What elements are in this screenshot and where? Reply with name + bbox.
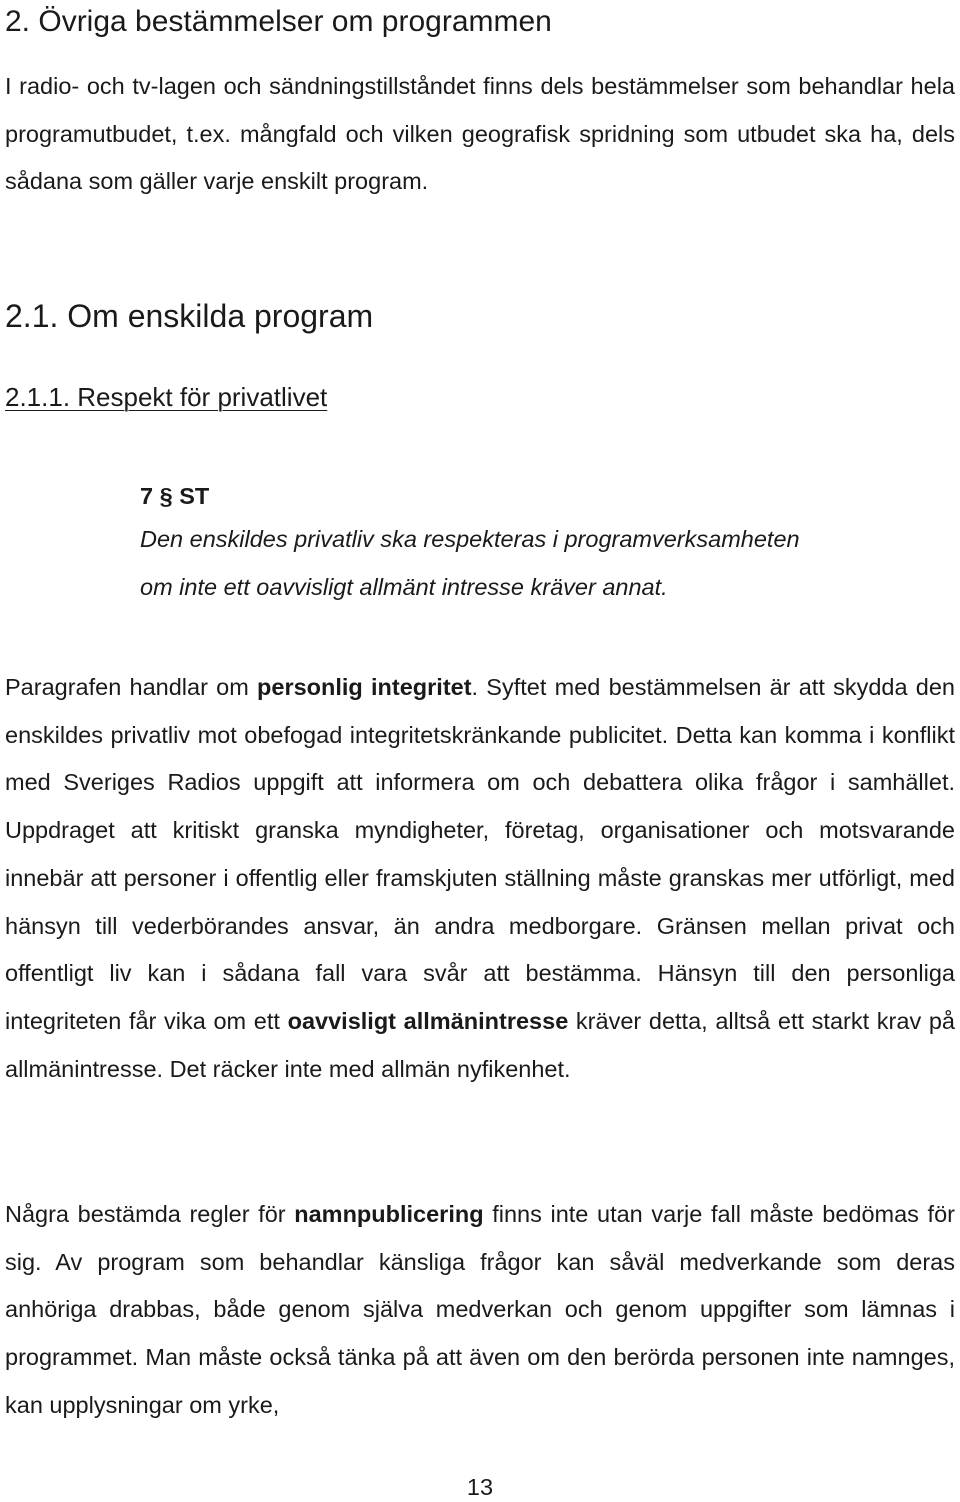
subsection-heading-text: 2.1.1. Respekt för privatlivet [5, 382, 328, 412]
paragraph-text: finns inte utan varje fall måste bedömas för sig. Av program som behandlar känsliga frågor kan såväl medverkande som deras anhöriga drabbas, både genom själva medverkan och genom uppgifter som lämnas i programmet. Man måste också tänka på att även om den berörda personen inte namnges, kan upplysningar om yrke, [5, 1201, 955, 1418]
section-heading: 2.1. Om enskilda program [5, 298, 374, 334]
paragraph-text: Paragrafen handlar om [5, 674, 258, 700]
paragraph-integrity [5, 664, 955, 1093]
law-reference [140, 476, 940, 516]
emphasis-term: namnpublicering [294, 1201, 484, 1227]
law-chapter: ST [179, 483, 210, 509]
emphasis-term: personlig integritet [257, 674, 472, 700]
law-text-line-1: Den enskildes privatliv ska respekteras i programverksamheten [140, 526, 800, 552]
law-text-line-2: om inte ett oavvisligt allmänt intresse kräver annat. [140, 573, 668, 600]
paragraph-text: . Syftet med bestämmelsen är att skydda den enskildes privatliv mot obefogad integritetskränkande publicitet. Detta kan komma i konflikt med Sveriges Radios uppgift att informera om och debattera olika frågor i samhället. Uppdraget att kritiskt granska myndigheter, företag, organisationer och motsvarande innebär att personer i offentlig eller framskjuten ställning måste granskas mer utförligt, med hänsyn till vederbörandes ansvar, än andra medborgare. Gränsen mellan privat och offentligt liv kan i sådana fall vara svår att bestämma. Hänsyn till den personliga integriteten får vika om ett [5, 674, 955, 1034]
paragraph-text: Några bestämda regler för [5, 1201, 295, 1227]
subsection-heading [5, 380, 327, 414]
law-quote [140, 476, 940, 611]
law-number: 7 [140, 483, 154, 509]
page-number: 13 [466, 1474, 494, 1500]
paragraph-text: kräver detta, alltså ett starkt krav på allmänintresse. Det räcker inte med allmän nyfikenhet. [5, 1007, 956, 1082]
intro-paragraph: I radio- och tv-lagen och sändningstillståndet finns dels bestämmelser som behandlar hela programutbudet, t.ex. mångfald och vilken geografisk spridning som utbudet ska ha, dels sådana som gäller varje enskilt program. [5, 73, 955, 195]
chapter-heading: 2. Övriga bestämmelser om programmen [5, 5, 552, 38]
paragraph-name-publication [5, 1191, 955, 1430]
emphasis-term: oavvisligt allmänintresse [287, 1007, 569, 1034]
section-symbol-icon: § [159, 483, 173, 509]
